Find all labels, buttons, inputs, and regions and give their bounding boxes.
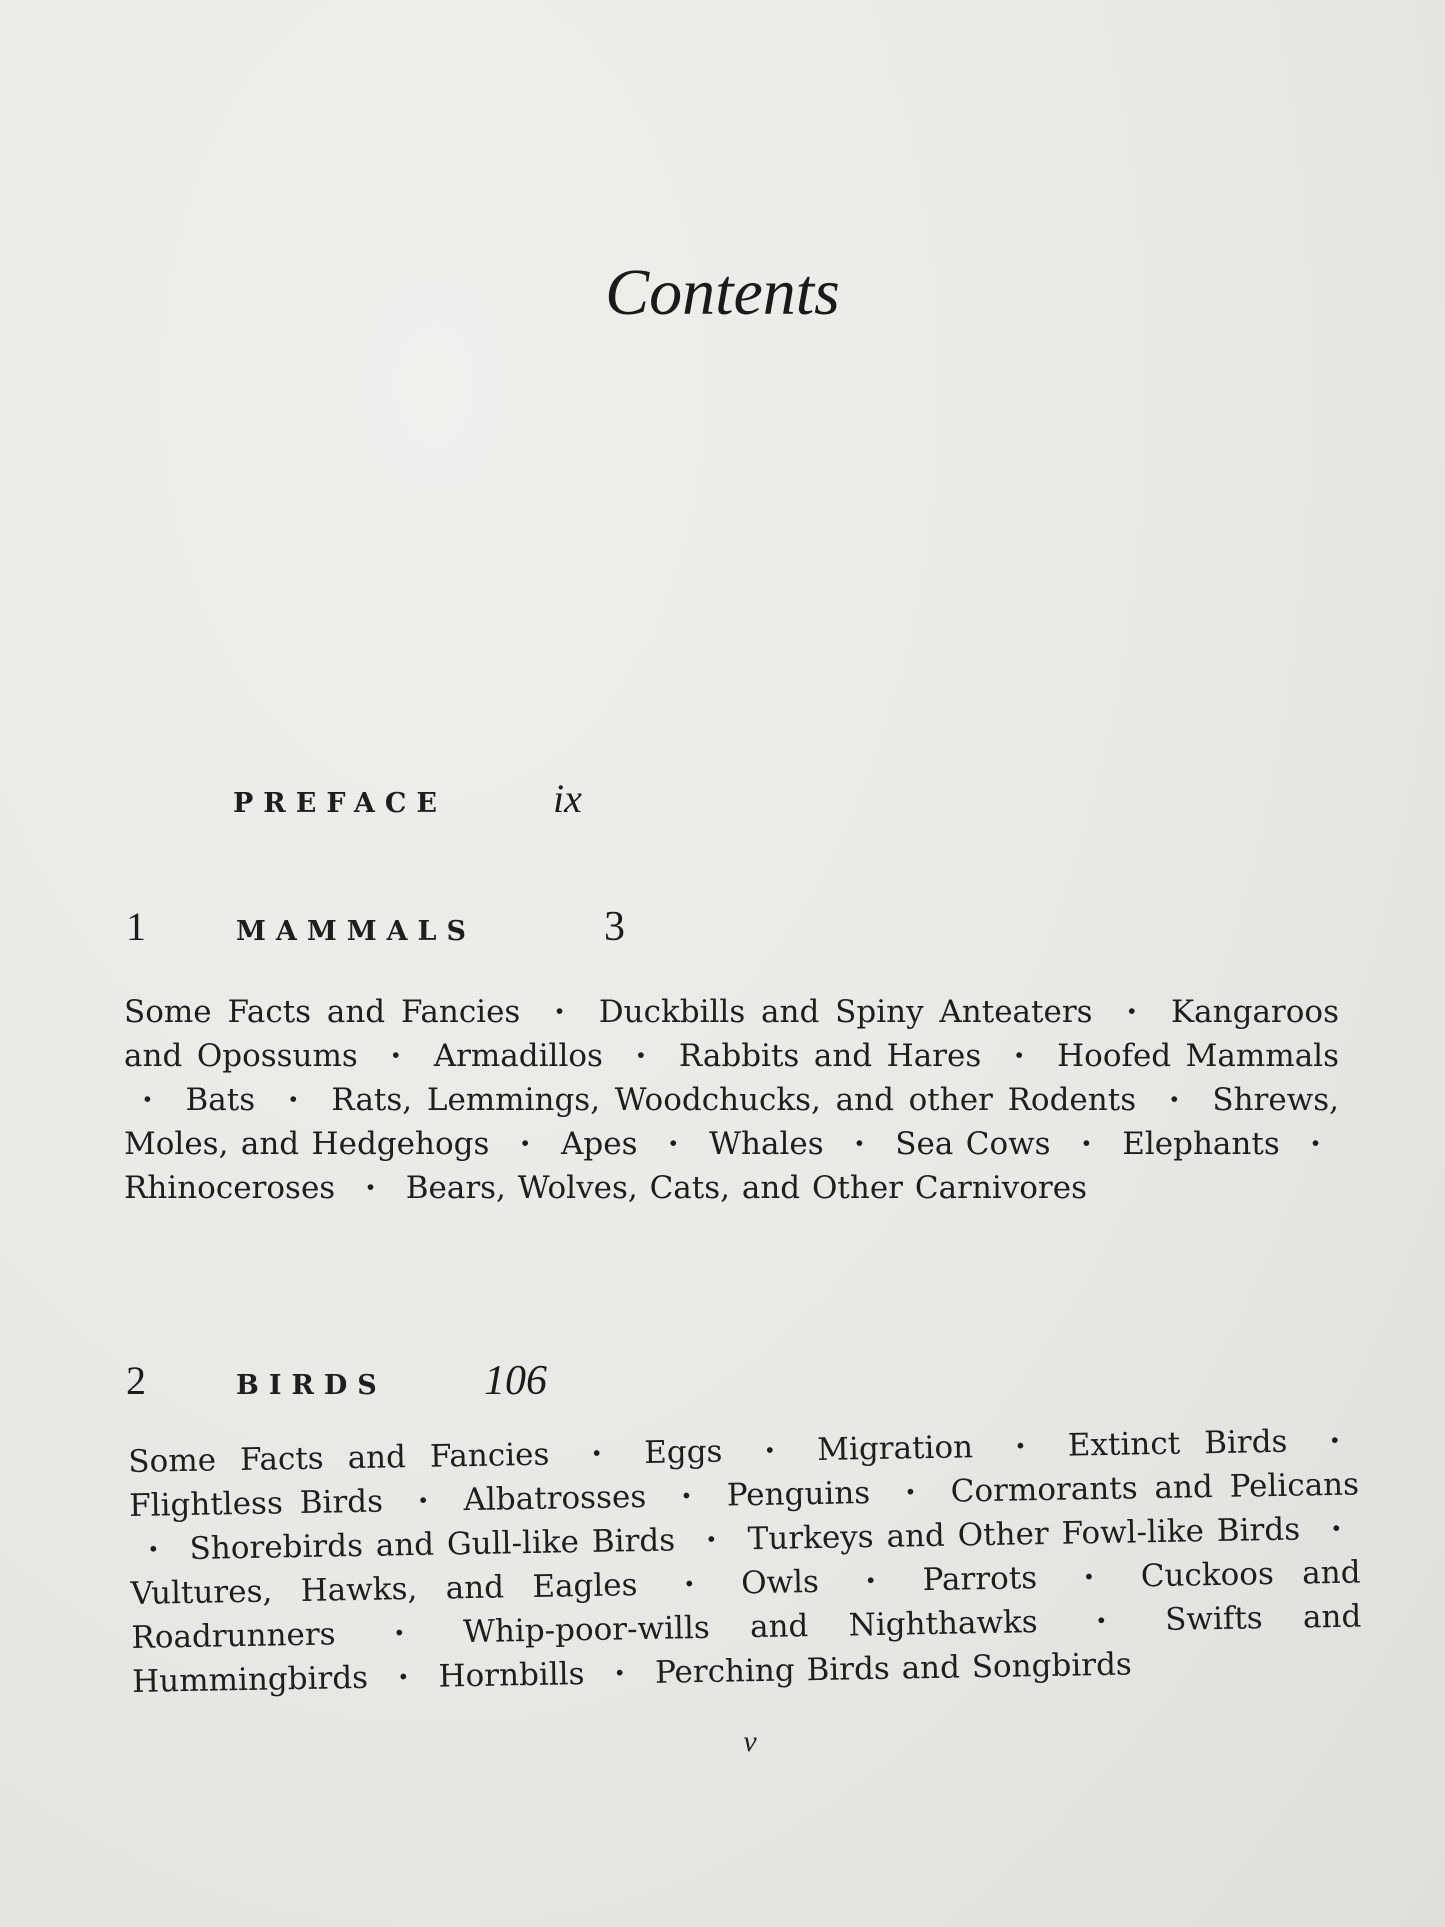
- separator-dot: ·: [397, 1659, 410, 1696]
- topic-item: Kangaroos and Opossums: [124, 994, 1339, 1074]
- separator-dot: ·: [147, 1531, 160, 1568]
- topic-item: Armadillos: [433, 1038, 603, 1074]
- separator-dot: ·: [764, 1432, 776, 1469]
- chapter-2-topics: [128, 1419, 1362, 1704]
- topic-item: Eggs: [643, 1433, 723, 1471]
- topic-item: Flightless Birds: [128, 1483, 384, 1524]
- topic-item: Apes: [561, 1126, 638, 1162]
- separator-dot: ·: [904, 1474, 917, 1511]
- topic-item: Bears, Wolves, Cats, and Other Carnivores: [405, 1170, 1088, 1206]
- separator-dot: ·: [1081, 1126, 1092, 1162]
- chapter-1-label: MAMMALS: [236, 916, 477, 947]
- topic-item: Bats: [185, 1082, 256, 1118]
- separator-dot: ·: [1168, 1082, 1180, 1118]
- chapter-2-heading: [126, 1357, 547, 1405]
- chapter-2-number: 2: [126, 1358, 146, 1403]
- separator-dot: ·: [519, 1126, 531, 1162]
- topic-item: Cormorants and Pelicans: [950, 1466, 1360, 1510]
- separator-dot: ·: [635, 1038, 647, 1074]
- topic-item: Rats, Lemmings, Woodchucks, and other Rodents: [331, 1082, 1137, 1118]
- topic-item: Some Facts and Fancies: [128, 1436, 550, 1480]
- topic-item: Some Facts and Fancies: [124, 994, 521, 1030]
- topic-item: Parrots: [922, 1560, 1038, 1599]
- separator-dot: ·: [417, 1482, 429, 1519]
- chapter-1-heading: [126, 903, 625, 951]
- topic-item: Cuckoos and Roadrunners: [131, 1554, 1361, 1656]
- page-title: Contents: [605, 256, 840, 329]
- separator-dot: ·: [1095, 1602, 1108, 1640]
- preface-page-ref: ix: [553, 776, 582, 821]
- chapter-1-topics: [124, 990, 1339, 1210]
- topic-item: Turkeys and Other Fowl-like Birds: [747, 1511, 1301, 1558]
- separator-dot: ·: [680, 1478, 693, 1515]
- topic-item: Owls: [740, 1563, 820, 1602]
- separator-dot: ·: [865, 1562, 877, 1600]
- separator-dot: ·: [667, 1126, 679, 1162]
- topic-item: Migration: [816, 1429, 974, 1468]
- topic-item: Duckbills and Spiny Anteaters: [598, 994, 1093, 1030]
- separator-dot: ·: [1329, 1422, 1341, 1460]
- topic-item: Penguins: [726, 1475, 871, 1514]
- topic-item: Elephants: [1122, 1126, 1280, 1162]
- topic-item: Vultures, Hawks, and Eagles: [130, 1567, 638, 1612]
- topic-item: Rhinoceroses: [124, 1170, 336, 1206]
- separator-dot: ·: [683, 1566, 696, 1603]
- topic-item: Perching Birds and Songbirds: [654, 1646, 1133, 1691]
- topic-item: Rabbits and Hares: [678, 1038, 982, 1074]
- topic-item: Swifts and Hummingbirds: [131, 1598, 1362, 1700]
- separator-dot: ·: [142, 1082, 153, 1118]
- separator-dot: ·: [1014, 1428, 1027, 1465]
- topic-item: Extinct Birds: [1067, 1423, 1288, 1464]
- separator-dot: ·: [1083, 1559, 1095, 1596]
- topic-item: Whip-poor-wills and Nighthawks: [462, 1604, 1038, 1651]
- separator-dot: ·: [1126, 994, 1138, 1030]
- separator-dot: ·: [1330, 1510, 1343, 1548]
- separator-dot: ·: [591, 1435, 603, 1472]
- page-folio: v: [743, 1725, 757, 1758]
- chapter-2-page-ref: 106: [484, 1358, 547, 1404]
- preface-entry: [233, 775, 582, 822]
- separator-dot: ·: [1310, 1126, 1321, 1162]
- separator-dot: ·: [390, 1038, 402, 1074]
- topic-item: Albatrosses: [463, 1478, 647, 1519]
- topic-item: Shrews, Moles, and Hedgehogs: [124, 1082, 1340, 1162]
- separator-dot: ·: [854, 1126, 865, 1162]
- separator-dot: ·: [705, 1521, 718, 1558]
- separator-dot: ·: [614, 1655, 626, 1692]
- topic-item: Sea Cows: [895, 1126, 1051, 1162]
- chapter-2-label: BIRDS: [236, 1370, 387, 1401]
- separator-dot: ·: [1013, 1038, 1025, 1074]
- topic-item: Shorebirds and Gull-like Birds: [189, 1522, 676, 1567]
- topic-item: Whales: [709, 1126, 824, 1162]
- topic-item: Hornbills: [438, 1656, 585, 1695]
- separator-dot: ·: [554, 994, 565, 1030]
- topic-item: Hoofed Mammals: [1057, 1038, 1339, 1074]
- separator-dot: ·: [365, 1170, 376, 1206]
- preface-label: PREFACE: [233, 788, 447, 819]
- separator-dot: ·: [287, 1082, 299, 1118]
- separator-dot: ·: [393, 1615, 406, 1652]
- chapter-1-number: 1: [126, 904, 146, 949]
- chapter-1-page-ref: 3: [604, 904, 625, 950]
